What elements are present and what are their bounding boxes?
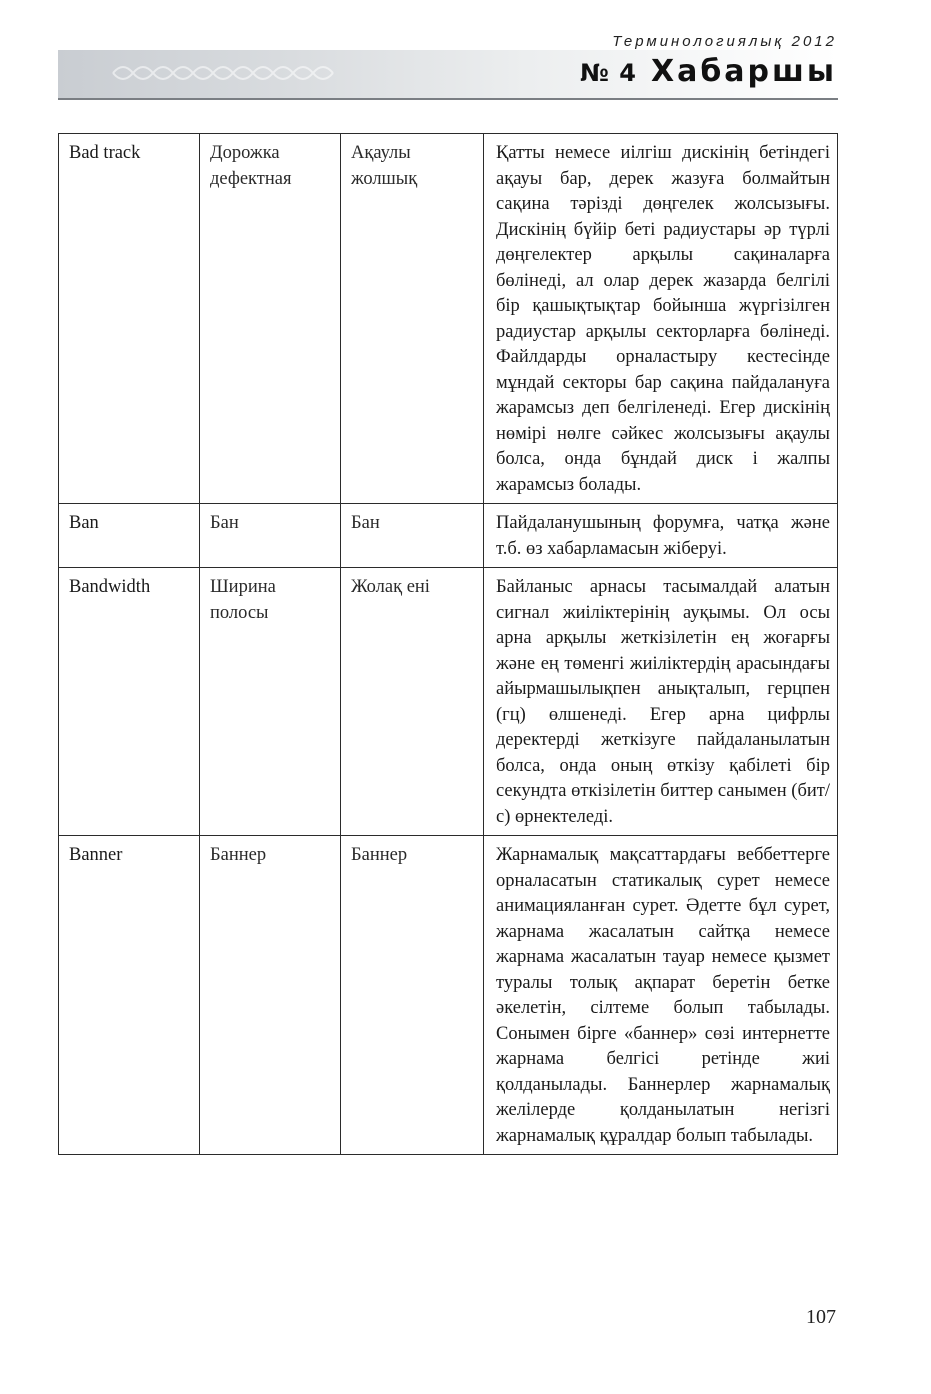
journal-name: Хабаршы [650,54,837,89]
term-definition: Байланыс арнасы тасымалдай алатын сигнал жиіліктерінің ауқымы. Ол осы арна арқылы жеткізілетін ең жоғарғы және ең төменгі жиіліктердің арасындағы айырмашылықпен анықталып, герцпен (гц) өлшенеді. Егер арна цифрлы деректерді жеткізуге пайдаланылатын болса, онда оның өткізу қабілеті бір секундта өткізілетін биттер санымен (бит/с) өрнектеледі. [484,568,838,836]
term-definition: Қатты немесе иілгіш дискінің бетіндегі ақауы бар, дерек жазуға болмайтын сақина тәрізді дөңгелек жолсызығы. Дискінің бүйір беті радиустары әр түрлі дөңгелектер арқылы сақиналарға бөлінеді, ал олар дерек жазарда белгілі бір қашықтықтар бойынша жүргізілген радиустар арқылы секторларға бөлінеді. Файлдарды орналастыру кестесінде мұндай секторы бар сақина пайдалануға жарамсыз деп белгіленеді. Егер дискінің нөмірі нөлге сәйкес жолсызығы ақаулы болса, онда бұндай диск і жалпы жарамсыз болады. [484,134,838,504]
journal-subtitle: Терминологиялық 2012 [612,33,837,50]
term-kazakh: Бан [341,504,484,568]
issue-number: № 4 [580,59,637,87]
term-russian: Бан [200,504,341,568]
table-row [59,568,838,836]
ornament-icon [108,58,338,88]
term-english: Ban [59,504,200,568]
table-row [59,504,838,568]
glossary-table [58,133,838,1155]
term-russian: Ширина полосы [200,568,341,836]
term-kazakh: Ақаулы жолшық [341,134,484,504]
term-russian: Дорожка дефектная [200,134,341,504]
header-rule [58,98,838,100]
journal-title [580,54,837,89]
table-row [59,836,838,1155]
term-english: Bad track [59,134,200,504]
term-kazakh: Жолақ ені [341,568,484,836]
table-row [59,134,838,504]
term-english: Banner [59,836,200,1155]
term-kazakh: Баннер [341,836,484,1155]
term-russian: Баннер [200,836,341,1155]
term-english: Bandwidth [59,568,200,836]
page-number: 107 [806,1306,836,1328]
term-definition: Пайдаланушының форумға, чатқа және т.б. өз хабарламасын жіберуі. [484,504,838,568]
term-definition: Жарнамалық мақсаттардағы веббеттерге орналасатын статикалық сурет немесе анимацияланған сурет. Әдетте бұл сурет, жарнама жасалатын сайтқа немесе жарнама жасалатын тауар немесе қызмет туралы толық ақпарат беретін бетке әкелетін, сілтеме болып табылады. Сонымен бірге «баннер» сөзі интернетте жарнама белгісі ретінде жиі қолданылады. Баннерлер жарнамалық желілерде қолданылатын негізгі жарнамалық құралдар болып табылады. [484,836,838,1155]
